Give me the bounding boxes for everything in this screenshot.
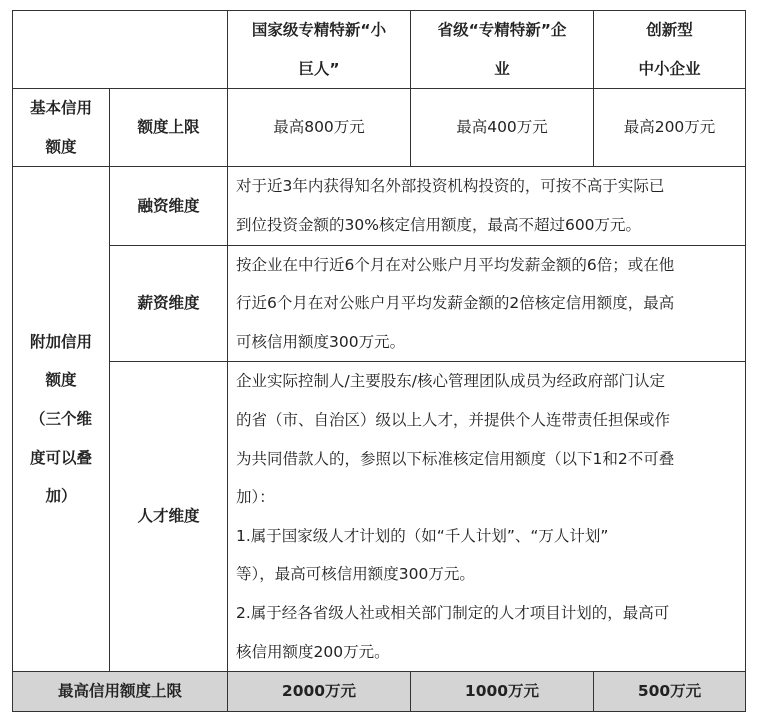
talent-dimension-text — [228, 362, 746, 672]
salary-dimension-text — [228, 245, 746, 362]
header-empty-cell — [13, 11, 228, 89]
talent-row — [13, 362, 746, 672]
additional-credit-label — [13, 167, 110, 672]
additional-label-line2: 额度 — [45, 371, 77, 390]
header-national-line1: 国家级专精特新“小 — [251, 21, 387, 39]
talent-text-line: 核信用额度200万元。 — [236, 642, 390, 661]
max-limit-provincial: 1000万元 — [411, 672, 594, 712]
financing-text-line: 到位投资金额的30%核定信用额度，最高不超过600万元。 — [236, 215, 642, 234]
additional-label-line4: 度可以叠 — [29, 448, 92, 467]
max-limit-national: 2000万元 — [228, 672, 411, 712]
header-innovative-sme — [594, 11, 746, 89]
talent-text-line: 2.属于经各省级人社或相关部门制定的人才项目计划的，最高可 — [236, 603, 670, 622]
limit-cap-label: 额度上限 — [110, 89, 228, 167]
basic-credit-row — [13, 89, 746, 167]
max-limit-label: 最高信用额度上限 — [13, 672, 228, 712]
salary-text-line: 按企业在中行近6个月在对公账户月平均发薪金额的6倍；或在他 — [236, 255, 675, 274]
talent-text-line: 企业实际控制人/主要股东/核心管理团队成员为经政府部门认定 — [236, 372, 665, 391]
talent-text-line: 1.属于国家级人才计划的（如“千人计划”、“万人计划” — [236, 526, 609, 545]
header-row — [13, 11, 746, 89]
header-national-line2: 巨人” — [298, 59, 340, 78]
header-national-little-giant — [228, 11, 411, 89]
salary-text-line: 行近6个月在对公账户月平均发薪金额的2倍核定信用额度，最高 — [236, 294, 675, 313]
talent-text-line: 的省（市、自治区）级以上人才，并提供个人连带责任担保或作 — [236, 410, 671, 429]
financing-text-line: 对于近3年内获得知名外部投资机构投资的，可按不高于实际已 — [236, 177, 665, 196]
salary-row — [13, 245, 746, 362]
header-innovative-line1: 创新型 — [646, 21, 693, 39]
credit-limit-table — [12, 10, 746, 712]
basic-credit-label-line1: 基本信用 — [29, 99, 92, 118]
header-innovative-line2: 中小企业 — [638, 59, 701, 78]
salary-text-line: 可核信用额度300万元。 — [236, 332, 406, 351]
additional-label-line1: 附加信用 — [29, 332, 92, 351]
basic-value-provincial: 最高400万元 — [411, 89, 594, 167]
max-limit-innovative: 500万元 — [594, 672, 746, 712]
additional-label-line5: 加） — [45, 487, 77, 506]
financing-row — [13, 167, 746, 245]
basic-value-national: 最高800万元 — [228, 89, 411, 167]
talent-text-line: 加）： — [236, 488, 275, 507]
basic-value-innovative: 最高200万元 — [594, 89, 746, 167]
max-limit-row — [13, 672, 746, 712]
header-provincial-line2: 业 — [494, 59, 510, 78]
talent-dimension-label: 人才维度 — [110, 362, 228, 672]
salary-dimension-label: 薪资维度 — [110, 245, 228, 362]
header-provincial-line1: 省级“专精特新”企 — [437, 21, 567, 39]
basic-credit-label — [13, 89, 110, 167]
talent-text-line: 为共同借款人的，参照以下标准核定信用额度（以下1和2不可叠 — [236, 449, 675, 468]
financing-dimension-text — [228, 167, 746, 245]
financing-dimension-label: 融资维度 — [110, 167, 228, 245]
additional-label-line3: （三个维 — [29, 409, 92, 428]
header-provincial-specialized — [411, 11, 594, 89]
talent-text-line: 等），最高可核信用额度300万元。 — [236, 565, 475, 584]
basic-credit-label-line2: 额度 — [45, 137, 77, 156]
